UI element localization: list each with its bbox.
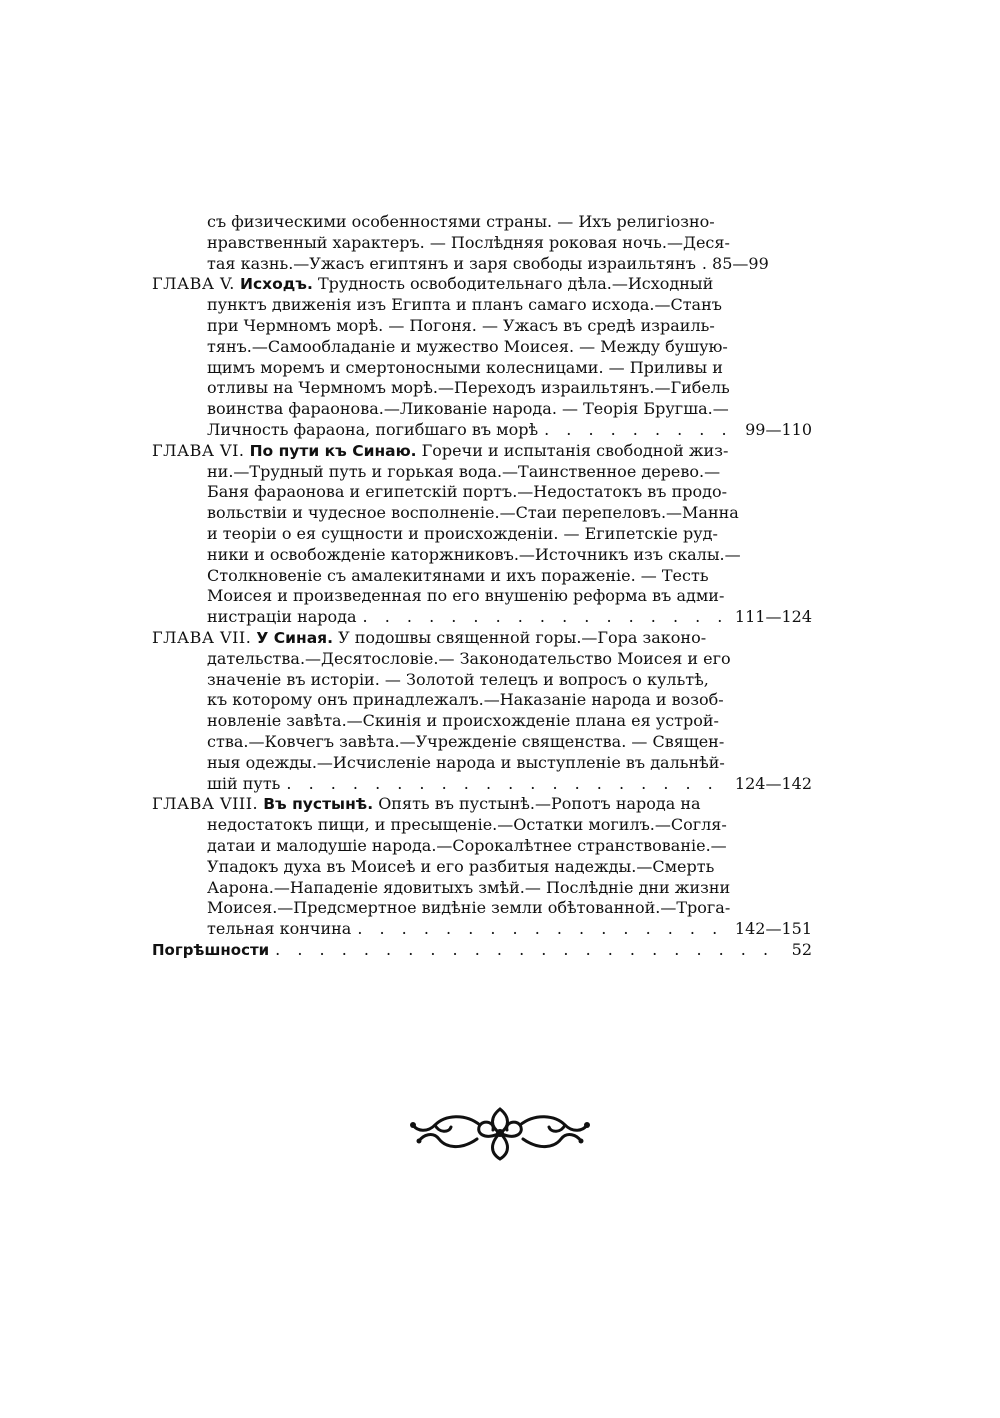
toc-page-range: 142—151	[734, 919, 812, 939]
toc-line: дательства.—Десятословіе.— Законодательство Моисея и его	[207, 648, 731, 668]
toc-page-range: 99—110	[745, 419, 812, 439]
toc-line: при Чермномъ морѣ. — Погоня. — Ужасъ въ средѣ израиль-	[207, 315, 715, 335]
toc-line: и теоріи о ея сущности и происхожденіи. — Египетскіе руд-	[207, 523, 718, 543]
toc-line: Личность фараона, погибшаго въ морѣ	[207, 419, 539, 439]
dot-leader	[363, 607, 729, 628]
toc-errata	[152, 940, 812, 961]
dot-leader	[275, 940, 785, 961]
chapter-heading-line	[152, 274, 812, 295]
toc-line: ныя одежды.—Исчисленіе народа и выступленіе въ дальнѣй-	[207, 752, 725, 772]
toc-line: тельная кончина	[207, 919, 352, 939]
chapter-heading-line	[152, 441, 812, 462]
toc-line: недостатокъ пищи, и пресыщеніе.—Остатки могилъ.—Согля-	[207, 815, 727, 835]
chapter-title: По пути къ Синаю.	[249, 441, 417, 460]
chapter-label: ГЛАВА VIII.	[152, 794, 259, 814]
toc-page-range: 52	[791, 939, 812, 959]
chapter-heading-line	[152, 628, 812, 649]
toc-line: Баня фараонова и египетскій портъ.—Недостатокъ въ продо-	[207, 482, 727, 502]
chapter-title: Въ пустынѣ.	[263, 795, 374, 814]
toc-line: Моисея и произведенная по его внушенію реформа въ адми-	[207, 586, 725, 606]
chapter-title: У Синая.	[256, 628, 333, 647]
toc-line: щимъ моремъ и смертоносными колесницами. — Приливы и	[207, 357, 723, 377]
toc-line: шій путь	[207, 773, 281, 793]
toc-page-range: . 85—99	[701, 253, 769, 273]
toc-line: датаи и малодушіе народа.—Сорокалѣтнее странствованіе.—	[207, 835, 727, 855]
toc-leader-line	[207, 919, 812, 940]
toc-line: съ физическими особенностями страны. — Ихъ религіозно-	[207, 212, 715, 231]
toc-leader-line	[152, 940, 812, 961]
toc-leader-line	[207, 607, 812, 628]
toc-line: нистраціи народа	[207, 607, 357, 627]
toc-chapter-7	[152, 628, 812, 794]
fleuron-ornament-icon	[405, 1103, 595, 1163]
toc-line: Моисея.—Предсмертное видѣніе земли обѣтованной.—Трога-	[207, 898, 731, 918]
toc-line: новленіе завѣта.—Скинія и происхожденіе плана ея устрой-	[207, 711, 719, 731]
chapter-label: ГЛАВА V.	[152, 274, 235, 294]
toc-line: отливы на Чермномъ морѣ.—Переходъ израильтянъ.—Гибель	[207, 378, 730, 398]
toc-leader-line	[207, 420, 812, 441]
dot-leader	[286, 774, 729, 795]
toc-line: Трудность освободительнагo дѣла.—Исходный	[317, 274, 714, 294]
dot-leader	[357, 919, 729, 940]
toc-line: вольствіи и чудесное восполненіе.—Стаи перепеловъ.—Манна	[207, 503, 739, 523]
errata-label: Погрѣшности	[152, 940, 270, 959]
toc-line: къ которому онъ принадлежалъ.—Наказаніе народа и возоб-	[207, 690, 724, 710]
chapter-title: Исходъ.	[239, 275, 313, 294]
chapter-label: ГЛАВА VII.	[152, 627, 252, 647]
toc-line: Столкновеніе съ амалекитянами и ихъ пораженіе. — Тесть	[207, 565, 709, 585]
toc-page-range: 124—142	[734, 773, 812, 793]
toc-line: У подошвы священной горы.—Гора законо-	[338, 627, 707, 647]
toc-line: тянъ.—Самообладаніе и мужество Моисея. — Между бушую-	[207, 336, 728, 356]
toc-leader-line	[207, 254, 812, 275]
toc-continuation	[152, 212, 812, 274]
table-of-contents	[152, 212, 812, 961]
toc-leader-line	[207, 774, 812, 795]
toc-line: нравственный характеръ. — Послѣдняя роковая ночь.—Деся-	[207, 232, 730, 252]
toc-line: тая казнь.—Ужасъ египтянъ и заря свободы израильтянъ	[207, 253, 696, 273]
toc-page-range: 111—124	[734, 607, 812, 627]
toc-chapter-5	[152, 274, 812, 440]
toc-line: значеніе въ исторіи. — Золотой телецъ и вопросъ о культѣ,	[207, 669, 709, 689]
toc-line: Аарона.—Нападеніе ядовитыхъ змѣй.— Послѣдніе дни жизни	[207, 877, 731, 897]
toc-chapter-6	[152, 441, 812, 628]
toc-line: ни.—Трудный путь и горькая вода.—Таинственное дерево.—	[207, 461, 721, 481]
toc-line: Горечи и испытанія свободной жиз-	[421, 440, 729, 460]
chapter-heading-line	[152, 794, 812, 815]
toc-line: пунктъ движенія изъ Египта и планъ самаго исхода.—Станъ	[207, 295, 722, 315]
toc-line: Опять въ пустынѣ.—Ропотъ народа на	[378, 794, 701, 814]
dot-leader	[544, 420, 739, 441]
toc-line: ники и освобожденіе каторжниковъ.—Источникъ изъ скалы.—	[207, 544, 741, 564]
chapter-label: ГЛАВА VI.	[152, 440, 245, 460]
toc-line: воинства фараонова.—Ликованіе народа. — Теорія Бругша.—	[207, 399, 729, 419]
toc-line: ства.—Ковчегъ завѣта.—Учрежденіе священства. — Священ-	[207, 731, 725, 751]
toc-chapter-8	[152, 794, 812, 940]
toc-line: Упадокъ духа въ Моисеѣ и его разбитыя надежды.—Смерть	[207, 856, 715, 876]
